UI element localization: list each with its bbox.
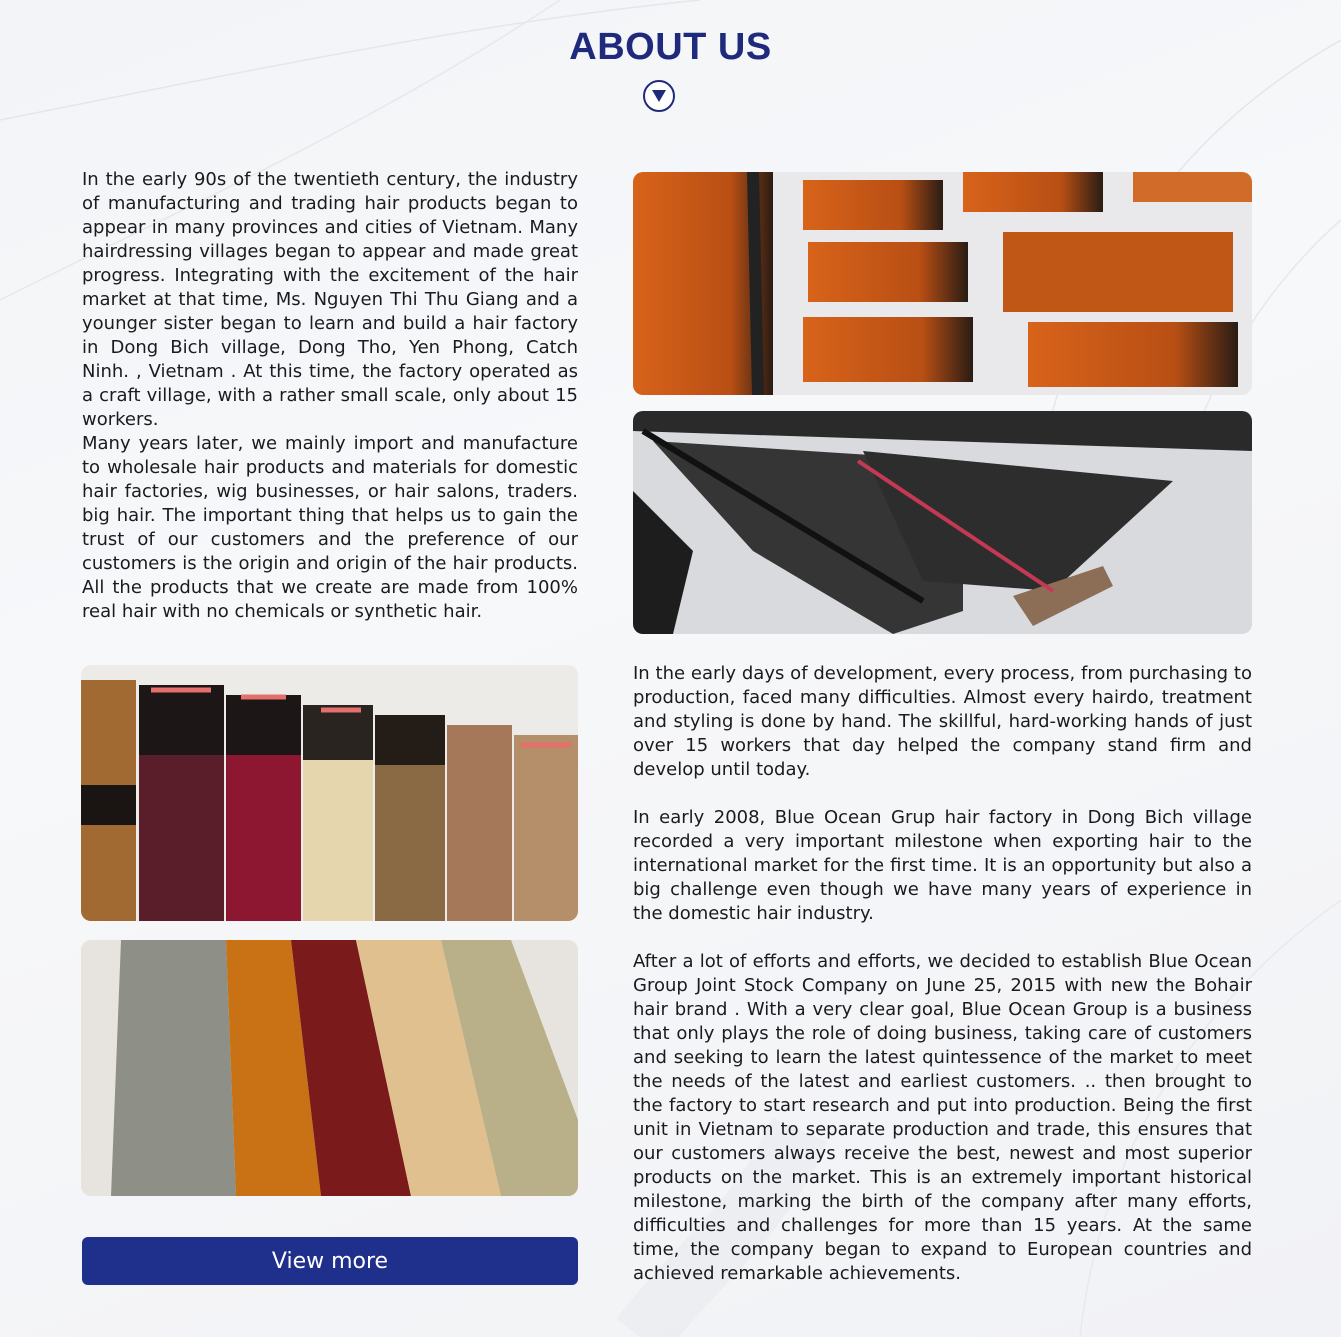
- milestone-2008-paragraph: In early 2008, Blue Ocean Grup hair factory in Dong Bich village recorded a very important milestone when exporting hair to the international market for the first time. It is an opportunity but also a big challenge even though we have many years of experience in the domestic hair industry.: [633, 807, 1252, 924]
- triangle-down-icon: [651, 89, 667, 103]
- chevron-down-circle-icon[interactable]: [643, 80, 675, 112]
- wavy-ombre-hair-photo: [81, 665, 578, 921]
- intro-paragraph: In the early 90s of the twentieth century, the industry of manufacturing and trading hair products began to appear in many provinces and cities of Vietnam. Many hairdressing villages began to appear and made great progress. Integrating with the excitement of the hair market at that time, Ms. Nguyen Thi Thu Giang and a younger sister began to learn and build a hair factory in Dong Bich village, Dong Tho, Yen Phong, Catch Ninh. , Vietnam . At this time, the factory operated as a craft village, with a rather small scale, only about 15 workers.: [82, 169, 578, 430]
- early-days-paragraph: In the early days of development, every process, from purchasing to production, faced many difficulties. Almost every hairdo, treatment and styling is done by hand. The skillful, hard-working hands of just over 15 workers that day helped the company stand firm and develop until today.: [633, 663, 1252, 780]
- orange-hair-bundles-photo: [633, 172, 1252, 395]
- page-title: ABOUT US: [569, 26, 772, 68]
- black-hair-bundles-photo: [633, 411, 1252, 634]
- wholesale-paragraph: Many years later, we mainly import and manufacture to wholesale hair products and materials for domestic hair factories, wig businesses, or hair salons, traders. big hair. The important thing that helps us to gain the trust of our customers and the preference of our customers is the origin and origin of the hair products. All the products that we create are made from 100% real hair with no chemicals or synthetic hair.: [82, 433, 578, 622]
- view-more-button[interactable]: View more: [82, 1237, 578, 1285]
- straight-color-hair-photo: [81, 940, 578, 1196]
- company-founding-paragraph: After a lot of efforts and efforts, we decided to establish Blue Ocean Group Joint Stock Company on June 25, 2015 with new the Bohair hair brand . With a very clear goal, Blue Ocean Group is a business that only plays the role of doing business, taking care of customers and seeking to learn the latest quintessence of the market to meet the needs of the latest and earliest customers. .. then brought to the factory to start research and put into production. Being the first unit in Vietnam to separate production and trade, this ensures that our customers always receive the best, newest and most superior products on the market. This is an extremely important historical milestone, marking the birth of the company after many efforts, difficulties and challenges for more than 15 years. At the same time, the company began to expand to European countries and achieved remarkable achievements.: [633, 951, 1252, 1284]
